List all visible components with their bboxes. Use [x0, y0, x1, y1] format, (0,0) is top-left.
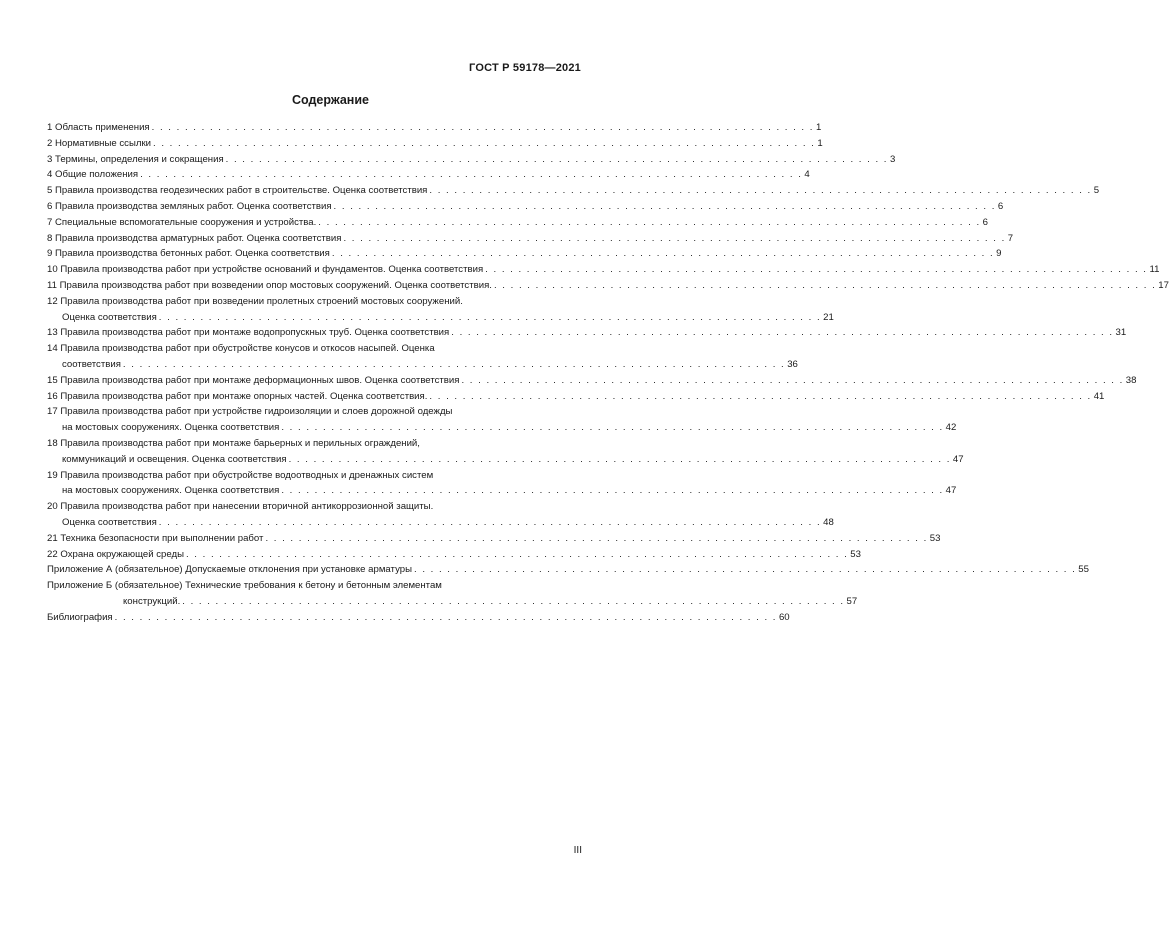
toc-entry[interactable] — [47, 578, 858, 610]
toc-leader: . . . . . . . . . . . . . . . . . . . . . . . . . . . . . . . . . . . . . . . . . . . . . . . . . . . . . . . . . . . . . . . . . . . . . . . . . . . . . . . . — [114, 611, 777, 623]
toc-entry[interactable] — [47, 436, 964, 468]
toc-leader: . . . . . . . . . . . . . . . . . . . . . . . . . . . . . . . . . . . . . . . . . . . . . . . . . . . . . . . . . . . . . . . . . . . . . . . . . . . . . . . . — [151, 122, 814, 133]
toc-entry[interactable] — [47, 231, 1014, 247]
toc-page-number: 4 — [804, 169, 810, 181]
toc-entry-title: на мостовых сооружениях. Оценка соответствия — [62, 422, 280, 434]
toc-entry[interactable] — [47, 404, 957, 436]
page-number: III — [573, 845, 582, 856]
toc-entry[interactable] — [47, 294, 834, 326]
toc-page-number: 1 — [815, 122, 822, 133]
toc-entry[interactable] — [47, 120, 822, 136]
toc-leader: . . . . . . . . . . . . . . . . . . . . . . . . . . . . . . . . . . . . . . . . . . . . . . . . . . . . . . . . . . . . . . . . . . . . . . . . . . . . . . . . — [185, 548, 849, 560]
toc-entry-title: 1 Область применения — [47, 122, 150, 133]
standard-code: ГОСТ Р 59178—2021 — [469, 62, 581, 74]
toc-page-number: 21 — [823, 311, 834, 323]
toc-entry-title: 2 Нормативные ссылки — [47, 137, 152, 149]
toc-entry[interactable] — [47, 499, 834, 531]
toc-entry-title: 3 Термины, определения и сокращения — [47, 153, 224, 165]
toc-entry-title: 16 Правила производства работ при монтаже опорных частей. Оценка соответствия. — [47, 390, 428, 402]
toc-entry[interactable] — [47, 199, 1004, 215]
toc-entry-title: 7 Специальные вспомогательные сооружения и устройства. — [47, 216, 317, 228]
toc-entry-title: на мостовых сооружениях. Оценка соответствия — [62, 485, 280, 497]
toc-entry-title-line1: 12 Правила производства работ при возведении пролетных строений мостовых сооружений. — [47, 295, 463, 307]
toc-entry-title: 8 Правила производства арматурных работ. Оценка соответствия — [47, 232, 342, 244]
toc-entry-title-line1: Приложение Б (обязательное) Технические требования к бетону и бетонным элементам — [47, 580, 442, 592]
toc-page-number: 5 — [1093, 185, 1100, 197]
toc-leader: . . . . . . . . . . . . . . . . . . . . . . . . . . . . . . . . . . . . . . . . . . . . . . . . . . . . . . . . . . . . . . . . . . . . . . . . . . . . . . . . — [429, 185, 1092, 197]
toc-page-number: 6 — [982, 216, 988, 228]
toc-entry-title-line1: 14 Правила производства работ при обустройстве конусов и откосов насыпей. Оценка — [47, 343, 435, 355]
toc-entry-title: 10 Правила производства работ при устройстве оснований и фундаментов. Оценка соответствия — [47, 264, 484, 276]
toc-entry-title-line1: 20 Правила производства работ при нанесении вторичной антикоррозионной защиты. — [47, 501, 434, 513]
toc-entry-title: Оценка соответствия — [62, 311, 157, 323]
toc-leader: . . . . . . . . . . . . . . . . . . . . . . . . . . . . . . . . . . . . . . . . . . . . . . . . . . . . . . . . . . . . . . . . . . . . . . . . . . . . . . . . — [288, 453, 951, 465]
toc-entry[interactable] — [47, 152, 896, 168]
toc-page-number: 53 — [850, 548, 861, 560]
toc-leader: . . . . . . . . . . . . . . . . . . . . . . . . . . . . . . . . . . . . . . . . . . . . . . . . . . . . . . . . . . . . . . . . . . . . . . . . . . . . . . . . — [158, 516, 822, 528]
toc-entry-title: 5 Правила производства геодезических работ в строительстве. Оценка соответствия — [47, 185, 428, 197]
toc-entry-title: 4 Общие положения — [47, 169, 139, 181]
toc-entry[interactable] — [47, 183, 1100, 199]
toc-entry[interactable] — [47, 562, 1089, 578]
toc-entry-title: соответствия — [62, 358, 121, 370]
toc-page-number: 36 — [787, 358, 798, 370]
toc-entry-title: Библиография — [47, 611, 113, 623]
toc-entry-title: 13 Правила производства работ при монтаже водопропускных труб. Оценка соответствия — [47, 327, 450, 339]
toc-leader: . . . . . . . . . . . . . . . . . . . . . . . . . . . . . . . . . . . . . . . . . . . . . . . . . . . . . . . . . . . . . . . . . . . . . . . . . . . . . . . . — [153, 137, 816, 149]
toc-entry[interactable] — [47, 278, 1169, 294]
toc-entry[interactable] — [47, 167, 810, 183]
toc-page-number: 17 — [1158, 279, 1169, 291]
toc-page-number: 55 — [1078, 564, 1089, 576]
toc-entry[interactable] — [47, 373, 1137, 389]
toc-page-number: 6 — [997, 200, 1004, 212]
toc-entry[interactable] — [47, 262, 1160, 278]
toc-page-number: 53 — [929, 532, 941, 544]
toc-entry[interactable] — [47, 468, 957, 500]
toc-entry-title-line1: 17 Правила производства работ при устройстве гидроизоляции и слоев дорожной одежды — [47, 406, 453, 418]
toc-page-number: 41 — [1093, 390, 1105, 402]
toc-entry[interactable] — [47, 341, 798, 373]
toc-entry-title: Приложение А (обязательное) Допускаемые отклонения при установке арматуры — [47, 564, 412, 576]
toc-entry[interactable] — [47, 246, 1002, 262]
toc-entry-title: Оценка соответствия — [62, 516, 157, 528]
toc-entry-title-line1: 18 Правила производства работ при монтаже барьерных и перильных ограждений, — [47, 437, 420, 449]
toc-page-number: 57 — [846, 595, 858, 607]
toc-entry-title: 21 Техника безопасности при выполнении работ — [47, 532, 264, 544]
toc-leader: . . . . . . . . . . . . . . . . . . . . . . . . . . . . . . . . . . . . . . . . . . . . . . . . . . . . . . . . . . . . . . . . . . . . . . . . . . . . . . . . — [182, 595, 845, 607]
toc-entry[interactable] — [47, 325, 1127, 341]
toc-leader: . . . . . . . . . . . . . . . . . . . . . . . . . . . . . . . . . . . . . . . . . . . . . . . . . . . . . . . . . . . . . . . . . . . . . . . . . . . . . . . . — [318, 216, 981, 228]
toc-entry-title: конструкций. — [123, 595, 181, 607]
toc-page-number: 1 — [817, 137, 823, 149]
toc-page-number: 9 — [996, 248, 1002, 260]
table-of-contents — [47, 120, 1169, 626]
toc-page-number: 42 — [945, 422, 957, 434]
toc-leader: . . . . . . . . . . . . . . . . . . . . . . . . . . . . . . . . . . . . . . . . . . . . . . . . . . . . . . . . . . . . . . . . . . . . . . . . . . . . . . . . — [343, 232, 1006, 244]
toc-entry[interactable] — [47, 136, 823, 152]
toc-leader: . . . . . . . . . . . . . . . . . . . . . . . . . . . . . . . . . . . . . . . . . . . . . . . . . . . . . . . . . . . . . . . . . . . . . . . . . . . . . . . . — [281, 485, 944, 497]
toc-leader: . . . . . . . . . . . . . . . . . . . . . . . . . . . . . . . . . . . . . . . . . . . . . . . . . . . . . . . . . . . . . . . . . . . . . . . . . . . . . . . . — [265, 532, 928, 544]
toc-leader: . . . . . . . . . . . . . . . . . . . . . . . . . . . . . . . . . . . . . . . . . . . . . . . . . . . . . . . . . . . . . . . . . . . . . . . . . . . . . . . . — [140, 169, 803, 181]
toc-page-number: 60 — [778, 611, 790, 623]
toc-leader: . . . . . . . . . . . . . . . . . . . . . . . . . . . . . . . . . . . . . . . . . . . . . . . . . . . . . . . . . . . . . . . . . . . . . . . . . . . . . . . . — [158, 311, 822, 323]
toc-leader: . . . . . . . . . . . . . . . . . . . . . . . . . . . . . . . . . . . . . . . . . . . . . . . . . . . . . . . . . . . . . . . . . . . . . . . . . . . . . . . . — [429, 390, 1092, 402]
toc-leader: . . . . . . . . . . . . . . . . . . . . . . . . . . . . . . . . . . . . . . . . . . . . . . . . . . . . . . . . . . . . . . . . . . . . . . . . . . . . . . . . — [451, 327, 1114, 339]
toc-leader: . . . . . . . . . . . . . . . . . . . . . . . . . . . . . . . . . . . . . . . . . . . . . . . . . . . . . . . . . . . . . . . . . . . . . . . . . . . . . . . . — [331, 248, 995, 260]
toc-leader: . . . . . . . . . . . . . . . . . . . . . . . . . . . . . . . . . . . . . . . . . . . . . . . . . . . . . . . . . . . . . . . . . . . . . . . . . . . . . . . . — [122, 358, 786, 370]
page-title: Содержание — [291, 93, 369, 107]
toc-leader: . . . . . . . . . . . . . . . . . . . . . . . . . . . . . . . . . . . . . . . . . . . . . . . . . . . . . . . . . . . . . . . . . . . . . . . . . . . . . . . . — [413, 564, 1077, 576]
toc-page-number: 38 — [1125, 374, 1137, 386]
toc-entry-title: коммуникаций и освещения. Оценка соответствия — [62, 453, 287, 465]
toc-page-number: 11 — [1149, 264, 1160, 276]
toc-leader: . . . . . . . . . . . . . . . . . . . . . . . . . . . . . . . . . . . . . . . . . . . . . . . . . . . . . . . . . . . . . . . . . . . . . . . . . . . . . . . . — [461, 374, 1124, 386]
toc-entry-title: 11 Правила производства работ при возведении опор мостовых сооружений. Оценка соответствия. — [47, 279, 492, 291]
toc-leader: . . . . . . . . . . . . . . . . . . . . . . . . . . . . . . . . . . . . . . . . . . . . . . . . . . . . . . . . . . . . . . . . . . . . . . . . . . . . . . . . — [485, 264, 1148, 276]
toc-page-number: 47 — [952, 453, 964, 465]
toc-leader: . . . . . . . . . . . . . . . . . . . . . . . . . . . . . . . . . . . . . . . . . . . . . . . . . . . . . . . . . . . . . . . . . . . . . . . . . . . . . . . . — [281, 422, 944, 434]
toc-entry[interactable] — [47, 389, 1105, 405]
toc-page-number: 47 — [945, 485, 957, 497]
toc-leader: . . . . . . . . . . . . . . . . . . . . . . . . . . . . . . . . . . . . . . . . . . . . . . . . . . . . . . . . . . . . . . . . . . . . . . . . . . . . . . . . — [225, 153, 888, 165]
toc-page-number: 31 — [1115, 327, 1127, 339]
toc-entry-title: 15 Правила производства работ при монтаже деформационных швов. Оценка соответствия — [47, 374, 460, 386]
toc-page-number: 48 — [823, 516, 834, 528]
toc-entry-title: 22 Охрана окружающей среды — [47, 548, 184, 560]
toc-entry[interactable] — [47, 531, 941, 547]
toc-entry-title-line1: 19 Правила производства работ при обустройстве водоотводных и дренажных систем — [47, 469, 434, 481]
toc-entry[interactable] — [47, 215, 988, 231]
toc-leader: . . . . . . . . . . . . . . . . . . . . . . . . . . . . . . . . . . . . . . . . . . . . . . . . . . . . . . . . . . . . . . . . . . . . . . . . . . . . . . . . — [493, 279, 1157, 291]
toc-entry-title: 6 Правила производства земляных работ. Оценка соответствия — [47, 200, 332, 212]
toc-entry[interactable] — [47, 547, 861, 563]
toc-entry[interactable] — [47, 610, 790, 626]
toc-page-number: 7 — [1007, 232, 1014, 244]
toc-page-number: 3 — [889, 153, 896, 165]
toc-leader: . . . . . . . . . . . . . . . . . . . . . . . . . . . . . . . . . . . . . . . . . . . . . . . . . . . . . . . . . . . . . . . . . . . . . . . . . . . . . . . . — [333, 200, 996, 212]
toc-entry-title: 9 Правила производства бетонных работ. Оценка соответствия — [47, 248, 330, 260]
